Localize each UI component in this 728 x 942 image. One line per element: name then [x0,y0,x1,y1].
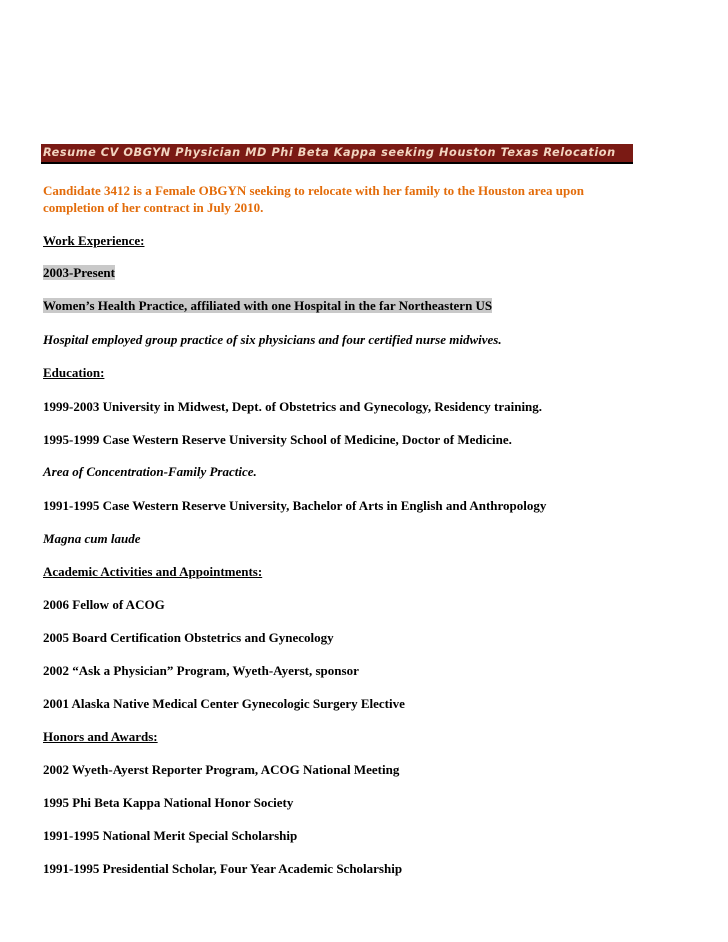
work-experience-heading: Work Experience: [43,233,145,248]
honors-heading: Honors and Awards: [43,729,158,744]
work-period [43,264,115,281]
education-undergrad: 1991-1995 Case Western Reserve University, Bachelor of Arts in English and Anthropology [43,498,547,513]
document-title: Resume CV OBGYN Physician MD Phi Beta Kappa seeking Houston Texas Relocation [43,146,616,159]
academic-item: 2002 “Ask a Physician” Program, Wyeth-Ayerst, sponsor [43,663,359,678]
academic-heading: Academic Activities and Appointments: [43,564,263,579]
honors-item: 2002 Wyeth-Ayerst Reporter Program, ACOG National Meeting [43,762,400,777]
academic-item: 2001 Alaska Native Medical Center Gynecologic Surgery Elective [43,696,405,711]
intro-line-1: Candidate 3412 is a Female OBGYN seeking to relocate with her family to the Houston area upon [43,183,584,198]
academic-item: 2006 Fellow of ACOG [43,597,165,612]
education-concentration: Area of Concentration-Family Practice. [43,464,257,479]
work-employer-text: Women’s Health Practice, affiliated with one Hospital in the far Northeastern US [43,298,493,313]
honors-item: 1991-1995 Presidential Scholar, Four Year Academic Scholarship [43,861,403,876]
education-medschool: 1995-1999 Case Western Reserve University School of Medicine, Doctor of Medicine. [43,432,512,447]
education-residency: 1999-2003 University in Midwest, Dept. of Obstetrics and Gynecology, Residency training. [43,399,543,414]
honors-item: 1995 Phi Beta Kappa National Honor Society [43,795,294,810]
education-honor: Magna cum laude [43,531,141,546]
academic-item: 2005 Board Certification Obstetrics and Gynecology [43,630,334,645]
work-description: Hospital employed group practice of six physicians and four certified nurse midwives. [43,332,502,347]
intro-line-2: completion of her contract in July 2010. [43,200,264,215]
work-employer [43,297,492,314]
work-period-text: 2003-Present [43,265,115,280]
honors-item: 1991-1995 National Merit Special Scholarship [43,828,298,843]
education-heading: Education: [43,365,105,380]
